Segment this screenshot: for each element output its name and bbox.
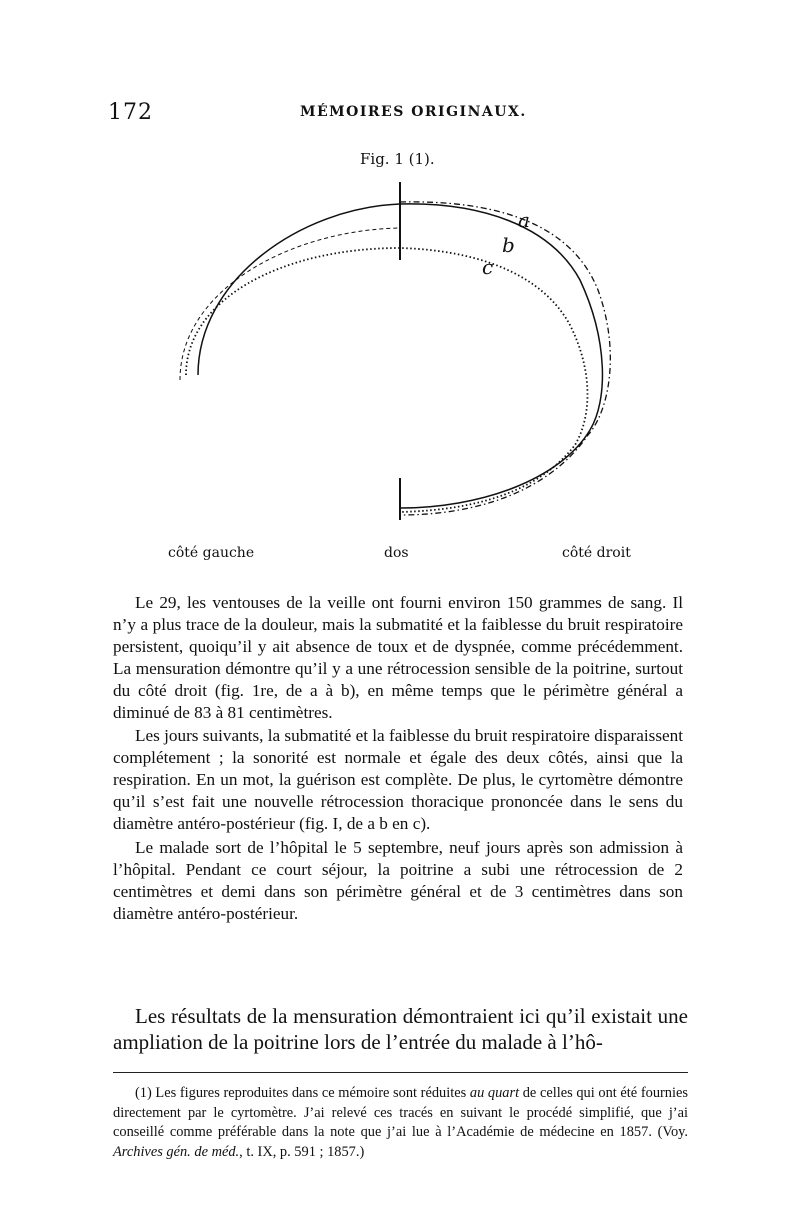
footnote-text-2: de celles qui ont été fournies directement par le cyrtomètre. J’ai relevé ces tracés en suivant le procédé simplifié, que j’ai conseillé comme préférable dans la note que j’ai lue à l’Académie de médecine en 1857. (Voy. xyxy=(113,1085,688,1141)
curve-c xyxy=(186,248,588,512)
figure-caption: Fig. 1 (1). xyxy=(360,150,435,168)
large-paragraph: Les résultats de la mensuration démontraient ici qu’il existait une ampliation de la poitrine lors de l’entrée du malade à l’hô- xyxy=(113,1004,688,1054)
cyrtometer-figure xyxy=(150,170,670,550)
footnote-rule xyxy=(113,1072,688,1073)
label-c: c xyxy=(482,255,494,279)
paragraph-1: Le 29, les ventouses de la veille ont fourni environ 150 grammes de sang. Il n’y a plus trace de la douleur, mais la submatité et la faiblesse du bruit respiratoire persistent, quoiqu’il y ait absence de toux et de dyspnée, comme précédemment. La mensuration démontre qu’il y a une rétrocession sensible de la poitrine, surtout du côté droit (fig. 1re, de a à b), en même temps que le périmètre général a diminué de 83 à 81 centimètres. xyxy=(113,593,683,722)
footnote-italic-2: Archives gén. de méd. xyxy=(113,1143,240,1160)
footnote-text-3: , t. IX, p. 591 ; 1857.) xyxy=(239,1143,365,1160)
label-a: a xyxy=(518,208,530,232)
footnote-italic-1: au quart xyxy=(469,1085,520,1101)
footnote xyxy=(113,1084,688,1162)
paragraph-3: Le malade sort de l’hôpital le 5 septembre, neuf jours après son admission à l’hôpital. Pendant ce court séjour, la poitrine a subi une rétrocession de 2 centimètres et demi dans son périmètre général et de 3 centimètres dans son diamètre antéro-postérieur. xyxy=(113,837,683,923)
side-label-left: côté gauche xyxy=(168,545,255,561)
side-label-right: côté droit xyxy=(562,545,631,561)
running-title: MÉMOIRES ORIGINAUX. xyxy=(300,104,527,120)
page-number: 172 xyxy=(108,100,153,125)
label-b: b xyxy=(502,233,515,257)
footnote-text-1: (1) Les figures reproduites dans ce mémoire sont réduites xyxy=(135,1085,470,1101)
curve-left-inner xyxy=(180,228,400,380)
body-text xyxy=(113,592,683,925)
paragraph-2: Les jours suivants, la submatité et la faiblesse du bruit respiratoire disparaissent complétement ; la sonorité est normale et égale des deux côtés, ainsi que la respiration. En un mot, la guérison est complète. De plus, le cyrtomètre démontre qu’il s’est fait une nouvelle rétrocession thoracique prononcée dans le sens du diamètre antéro-postérieur (fig. I, de a b en c). xyxy=(113,726,683,834)
side-label-middle: dos xyxy=(384,545,409,561)
